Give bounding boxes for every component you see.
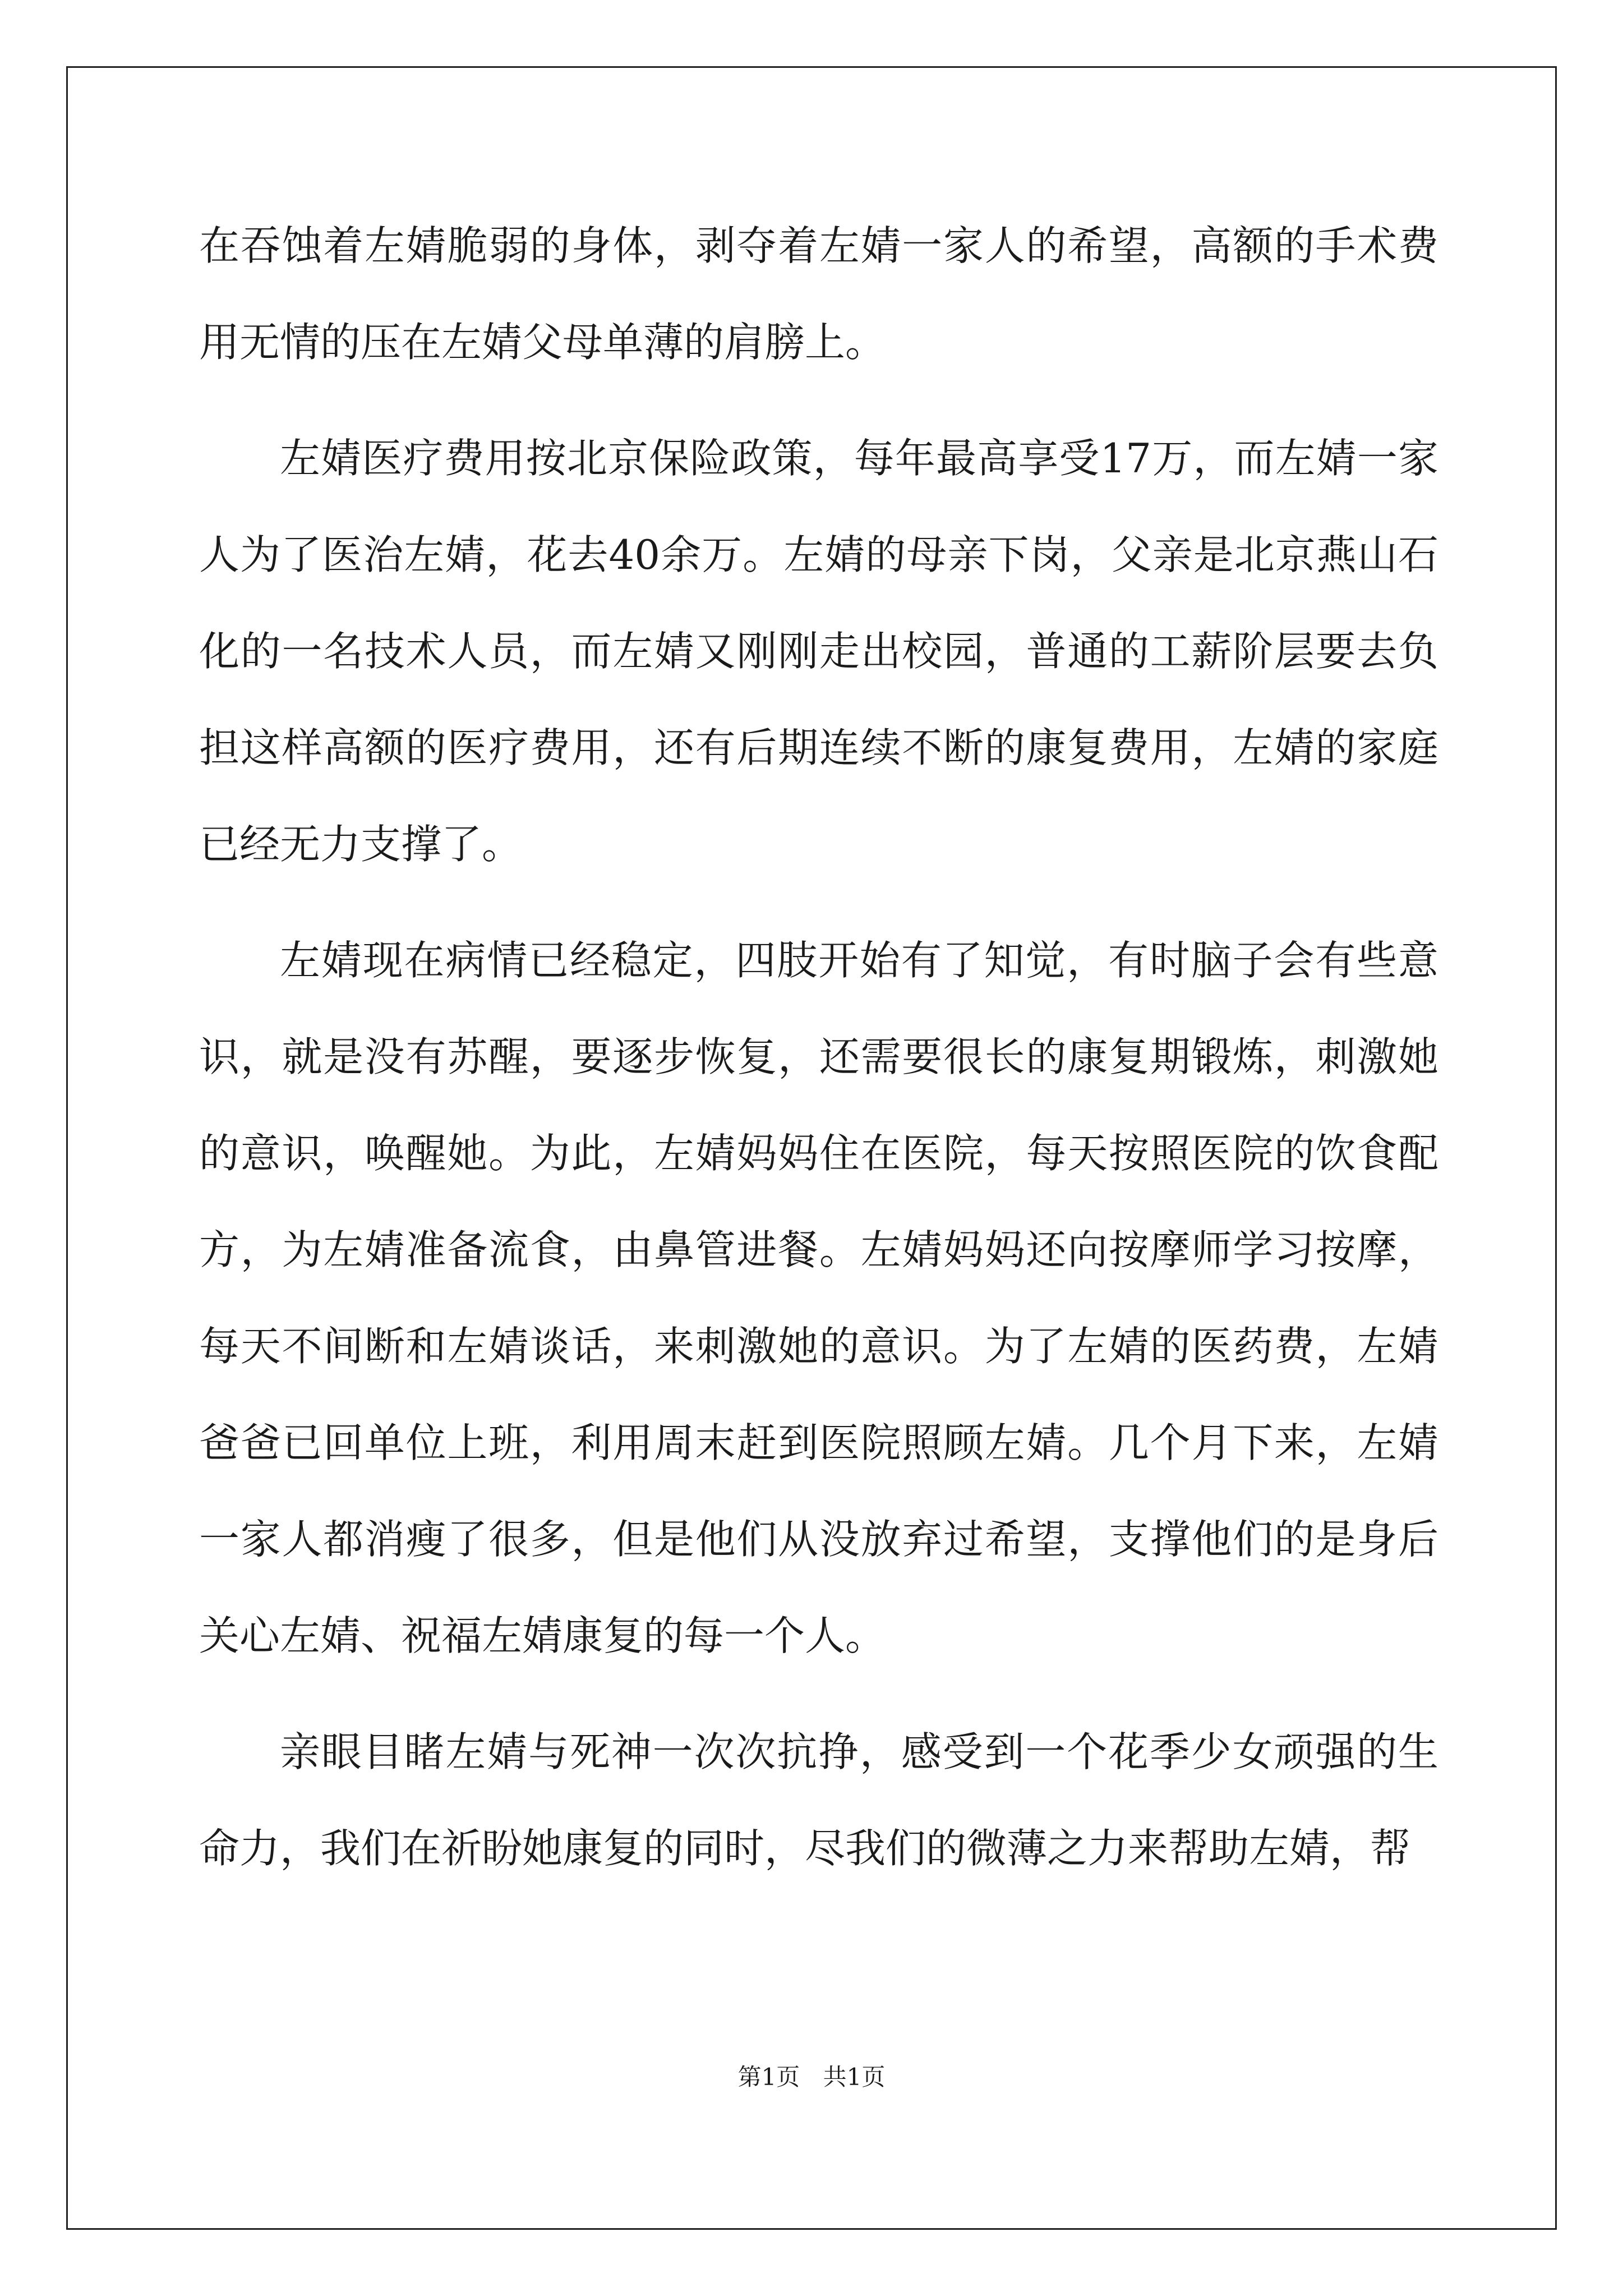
page-total: 共1页 — [823, 2063, 886, 2091]
page-footer — [0, 2059, 1623, 2092]
document-body — [199, 197, 1438, 1916]
paragraph-1: 在吞蚀着左婧脆弱的身体，剥夺着左婧一家人的希望，高额的手术费用无情的压在左婧父母单薄的肩膀上。 — [199, 222, 1438, 366]
page-number: 第1页 — [737, 2063, 800, 2091]
paragraph-2: 左婧医疗费用按北京保险政策，每年最高享受17万，而左婧一家人为了医治左婧，花去40余万。左婧的母亲下岗，父亲是北京燕山石化的一名技术人员，而左婧又刚刚走出校园，普通的工薪阶层要去负担这样高额的医疗费用，还有后期连续不断的康复费用，左婧的家庭已经无力支撑了。 — [199, 435, 1438, 868]
paragraph-4: 亲眼目睹左婧与死神一次次抗挣，感受到一个花季少女顽强的生命力，我们在祈盼她康复的同时，尽我们的微薄之力来帮助左婧，帮 — [199, 1728, 1438, 1872]
paragraph-3: 左婧现在病情已经稳定，四肢开始有了知觉，有时脑子会有些意识，就是没有苏醒，要逐步恢复，还需要很长的康复期锻炼，刺激她的意识，唤醒她。为此，左婧妈妈住在医院，每天按照医院的饮食配方，为左婧准备流食，由鼻管进餐。左婧妈妈还向按摩师学习按摩，每天不间断和左婧谈话，来刺激她的意识。为了左婧的医药费，左婧爸爸已回单位上班，利用周末赶到医院照顾左婧。几个月下来，左婧一家人都消瘦了很多，但是他们从没放弃过希望，支撑他们的是身后关心左婧、祝福左婧康复的每一个人。 — [199, 937, 1438, 1659]
